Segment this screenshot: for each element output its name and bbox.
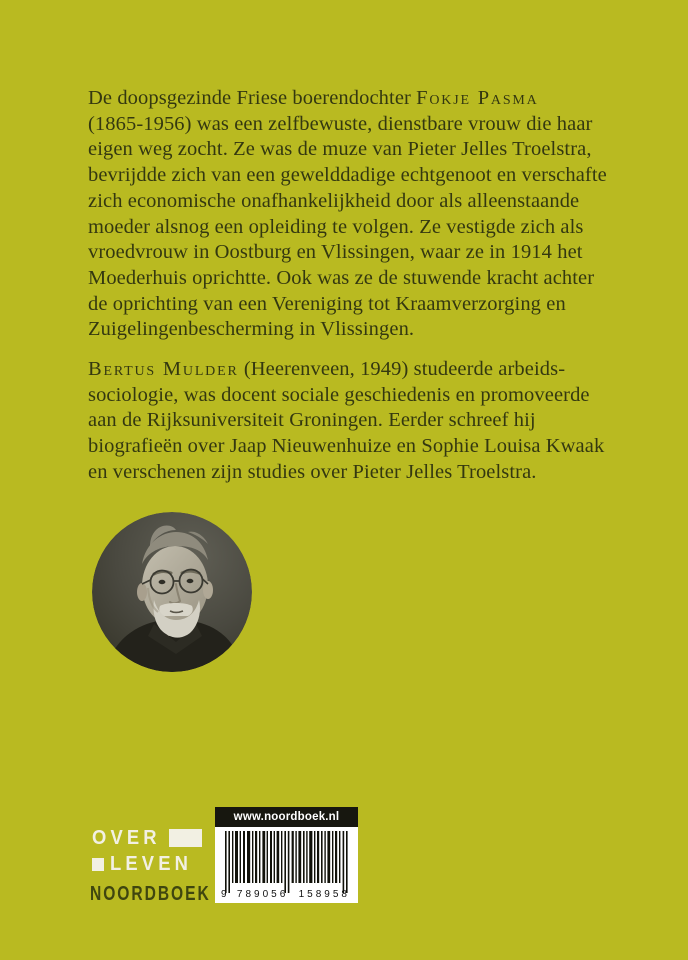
- isbn-group-1: 789056: [236, 889, 289, 900]
- text-line: moeder alsnog een opleiding te volgen. Ze vestigde zich als: [88, 215, 584, 238]
- text-line: zich economische onafhankelijkheid door als alleenstaande: [88, 189, 580, 212]
- isbn-barcode-box: [215, 807, 358, 903]
- text-line: aan de Rijksuniversiteit Groningen. Eerder schreef hij: [88, 409, 536, 432]
- synopsis-paragraph: [88, 86, 618, 343]
- author-bio-paragraph: [88, 357, 618, 486]
- text-line: biografieën over Jaap Nieuwenhuize en Sophie Louisa Kwaak: [88, 435, 605, 458]
- synopsis-lines: [88, 112, 618, 343]
- publisher-website: www.noordboek.nl: [233, 811, 340, 823]
- author-name-smallcaps: Bertus Mulder: [88, 358, 239, 381]
- text-line: Zuigelingenbescherming in Vlissingen.: [88, 318, 415, 341]
- text-line: en verschenen zijn studies over Pieter Jelles Troelstra.: [88, 460, 537, 483]
- text-line: sociologie, was docent sociale geschiedenis en promoveerde: [88, 383, 590, 406]
- publisher-logo: [90, 824, 210, 908]
- text-line: de oprichting van een Vereniging tot Kraamverzorging en: [88, 292, 566, 315]
- text-line: (1865-1956) was een zelfbewuste, dienstbare vrouw die haar: [88, 112, 593, 135]
- text-line: vroedvrouw in Oostburg en Vlissingen, waar ze in 1914 het: [88, 241, 583, 264]
- barcode-header-bar: [215, 807, 358, 827]
- isbn-first-digit: 9: [221, 889, 227, 900]
- isbn-number: [221, 889, 350, 900]
- series-word-leven: LEVEN: [110, 853, 193, 875]
- series-word-over: OVER: [92, 827, 161, 849]
- author-portrait-photo: [92, 512, 252, 672]
- logo-rectangle-shape: [169, 829, 202, 847]
- back-cover-text: [88, 86, 618, 500]
- author-bio-intro-text: (Heerenveen, 1949) studeerde arbeids-: [238, 358, 566, 381]
- synopsis-intro-text: De doopsgezinde Friese boerendochter: [88, 87, 417, 109]
- isbn-group-2: 158958: [298, 889, 350, 900]
- author-portrait-illustration: [92, 512, 252, 672]
- publisher-name: NOORDBOEK: [90, 883, 211, 905]
- barcode-bars: [223, 831, 350, 895]
- author-bio-lines: [88, 383, 618, 486]
- text-line: Moederhuis oprichtte. Ook was ze de stuwende kracht achter: [88, 266, 595, 289]
- text-line: [88, 86, 618, 112]
- logo-row-leven: [92, 854, 199, 874]
- subject-name-smallcaps: Fokje Pasma: [416, 87, 539, 109]
- logo-row-over: [92, 828, 202, 848]
- text-line: bevrijdde zich van een gewelddadige echtgenoot en verschafte: [88, 164, 607, 187]
- logo-square-shape: [92, 858, 104, 871]
- text-line: eigen weg zocht. Ze was de muze van Pieter Jelles Troelstra,: [88, 138, 592, 161]
- text-line: [88, 357, 618, 383]
